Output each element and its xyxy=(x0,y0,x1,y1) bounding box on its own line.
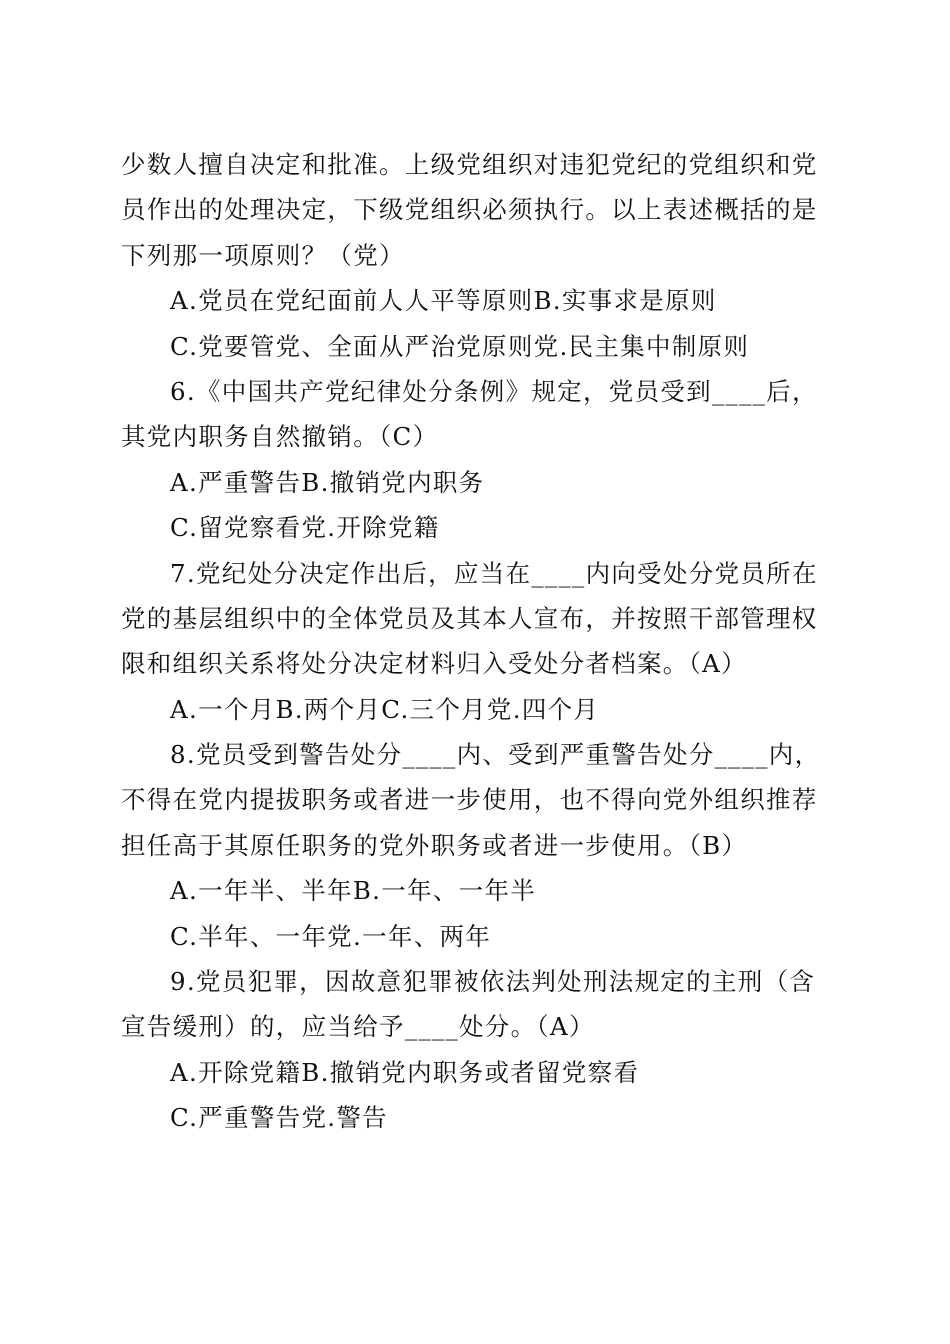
text-line: C.严重警告党.警告 xyxy=(170,1103,388,1133)
text-line: 限和组织关系将处分决定材料归入受处分者档案。（A） xyxy=(121,649,747,679)
text-line: 9.党员犯罪，因故意犯罪被依法判处刑法规定的主刑（含 xyxy=(170,967,816,997)
text-line: C.半年、一年党.一年、两年 xyxy=(170,921,492,951)
text-line: A.一个月B.两个月C.三个月党.四个月 xyxy=(170,694,600,724)
text-line: 员作出的处理决定，下级党组织必须执行。以上表述概括的是 xyxy=(121,195,818,225)
text-line: A.开除党籍B.撤销党内职务或者留党察看 xyxy=(170,1057,640,1087)
text-line: A.严重警告B.撤销党内职务 xyxy=(170,467,485,497)
text-line: 担任高于其原任职务的党外职务或者进一步使用。（B） xyxy=(121,830,748,860)
document-body xyxy=(121,142,831,1141)
text-line: A.党员在党纪面前人人平等原则B.实事求是原则 xyxy=(170,286,717,316)
text-line: 其党内职务自然撤销。（C） xyxy=(121,422,439,452)
text-line: 7.党纪处分决定作出后，应当在____内向受处分党员所在 xyxy=(170,558,818,588)
text-line: C.党要管党、全面从严治党原则党.民主集中制原则 xyxy=(170,331,750,361)
text-line: 党的基层组织中的全体党员及其本人宣布，并按照干部管理权 xyxy=(121,603,818,633)
text-line: 8.党员受到警告处分____内、受到严重警告处分____内， xyxy=(170,740,821,770)
text-line: 宣告缓刑）的，应当给予____处分。（A） xyxy=(121,1012,595,1042)
text-line: 不得在党内提拔职务或者进一步使用，也不得向党外组织推荐 xyxy=(121,785,818,815)
text-line: C.留党察看党.开除党籍 xyxy=(170,513,440,543)
text-line: A.一年半、半年B.一年、一年半 xyxy=(170,876,537,906)
text-line: 6.《中国共产党纪律处分条例》规定，党员受到____后， xyxy=(170,376,818,406)
text-line: 下列那一项原则？（党） xyxy=(121,240,405,270)
text-line: 少数人擅自决定和批准。上级党组织对违犯党纪的党组织和党 xyxy=(121,150,818,179)
